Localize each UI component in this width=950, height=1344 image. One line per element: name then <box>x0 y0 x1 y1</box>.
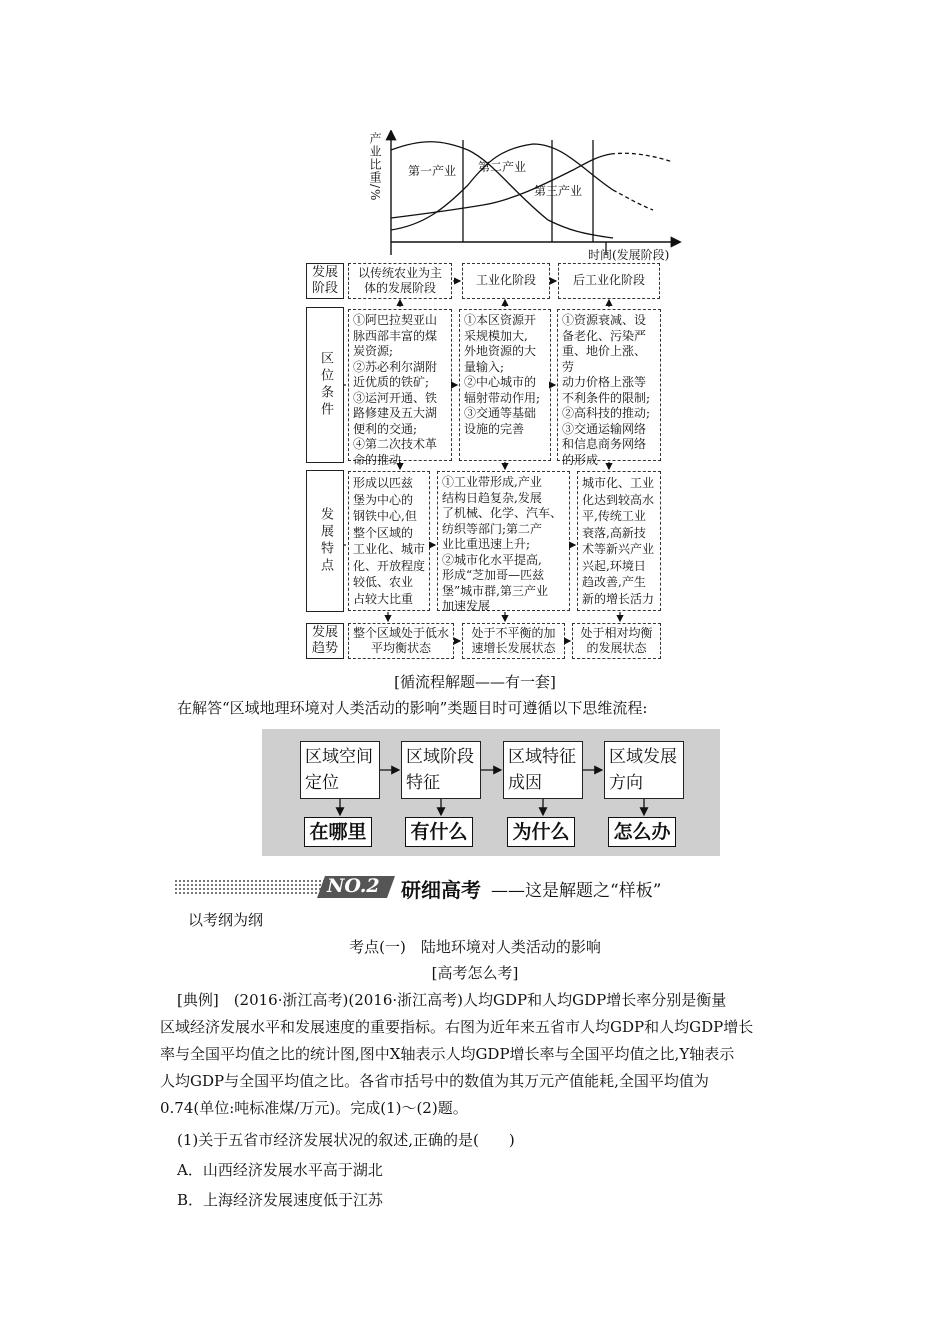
industry-curve-chart <box>383 130 683 260</box>
chart-x-label: 时间(发展阶段) <box>588 248 670 262</box>
think-step-stage: 区域阶段 特征 <box>401 741 481 799</box>
flow-connectors <box>300 255 670 667</box>
banner-subtitle: ——这是解题之“样板” <box>491 881 662 901</box>
condition-box-1: ①阿巴拉契亚山 脉西部丰富的煤 炭资源; ②苏必利尔湖附 近优质的铁矿; ③运河开通、铁 路修建及五大湖 便利的交通; ④第二次技术革 命的推动 <box>348 309 452 461</box>
stage-box-agri: 以传统农业为主体的发展阶段 <box>348 263 452 299</box>
topic-title: 考点(一) 陆地环境对人类活动的影响 <box>349 938 601 956</box>
method-title: [循流程解题——有一套] <box>394 673 556 691</box>
think-answer-how: 怎么办 <box>608 817 676 847</box>
option-b: B．上海经济发展速度低于江苏 <box>177 1191 384 1209</box>
think-answer-why: 为什么 <box>507 817 575 847</box>
row-label-trend: 发展趋势 <box>306 623 344 659</box>
paragraph-line-4: 人均GDP与全国平均值之比。各省市括号中的数值为其万元产值能耗,全国平均值为 <box>160 1072 709 1090</box>
outline-label: 以考纲为纲 <box>188 911 264 929</box>
feature-box-1: 形成以匹兹 堡为中心的 钢铁中心,但 整个区域的 工业化、城市 化、开放程度 较低、农业 占较大比重 <box>348 471 430 611</box>
paragraph-line-5: 0.74(单位:吨标准煤/万元)。完成(1)～(2)题。 <box>160 1099 468 1117</box>
think-step-direction: 区域发展 方向 <box>604 741 684 799</box>
row-label-location: 区位条件 <box>306 307 344 463</box>
banner-title: 研细高考 <box>401 878 481 902</box>
paragraph-line-2: 区域经济发展水平和发展速度的重要指标。右图为近年来五省市人均GDP和人均GDP增长 <box>160 1018 754 1036</box>
feature-box-2: ①工业带形成,产业 结构日趋复杂,发展 了机械、化学、汽车、 纺织等部门;第二产 业比重迅速上升; ②城市化水平提高, 形成“芝加哥—匹兹 堡”城市群,第三产业 加速发展 <box>437 471 570 611</box>
method-intro: 在解答“区域地理环境对人类活动的影响”类题目时可遵循以下思维流程: <box>177 699 648 717</box>
think-flow-panel <box>262 729 720 856</box>
question-1: (1)关于五省市经济发展状况的叙述,正确的是( ) <box>177 1131 515 1149</box>
think-flow-arrows <box>262 729 720 856</box>
condition-box-3: ①资源衰减、设 备老化、污染严 重、地价上涨、劳 动力价格上涨等 不利条件的限制; ②高科技的推动; ③交通运输网络 和信息商务网络 的形成 <box>557 309 661 461</box>
think-answer-where: 在哪里 <box>304 817 372 847</box>
section-banner <box>175 872 735 902</box>
chart-y-label: 产业比重/% <box>368 132 382 202</box>
banner-stripe <box>175 872 325 902</box>
row-label-stage: 发展阶段 <box>306 263 344 299</box>
think-step-location: 区域空间 定位 <box>300 741 380 799</box>
banner-badge: NO.2 <box>327 875 380 897</box>
row-label-features: 发展特点 <box>306 470 344 612</box>
trend-box-1: 整个区域处于低水平均衡状态 <box>348 623 454 659</box>
option-a: A．山西经济发展水平高于湖北 <box>177 1161 383 1179</box>
trend-box-3: 处于相对均衡的发展状态 <box>572 623 661 659</box>
condition-box-2: ①本区资源开 采规模加大, 外地资源的大 量输入; ②中心城市的 辐射带动作用; ③交通等基础 设施的完善 <box>459 309 551 461</box>
feature-box-3: 城市化、工业 化达到较高水 平,传统工业 衰落,高新技 术等新兴产业 兴起,环境日 趋改善,产生 新的增长活力 <box>577 471 661 611</box>
howto-title: [高考怎么考] <box>431 964 519 982</box>
trend-box-2: 处于不平衡的加速增长发展状态 <box>462 623 565 659</box>
label-secondary: 第二产业 <box>478 160 527 174</box>
paragraph-line-3: 率与全国平均值之比的统计图,图中X轴表示人均GDP增长率与全国平均值之比,Y轴表示 <box>160 1045 735 1063</box>
label-tertiary: 第三产业 <box>534 184 583 198</box>
think-step-cause: 区域特征 成因 <box>503 741 583 799</box>
paragraph-line-1: [典例] (2016·浙江高考)(2016·浙江高考)人均GDP和人均GDP增长率分别是衡量 <box>177 991 727 1009</box>
stage-box-industrial: 工业化阶段 <box>462 263 550 299</box>
stage-box-postindustrial: 后工业化阶段 <box>558 263 660 299</box>
think-answer-what: 有什么 <box>405 817 473 847</box>
label-primary: 第一产业 <box>408 164 457 178</box>
